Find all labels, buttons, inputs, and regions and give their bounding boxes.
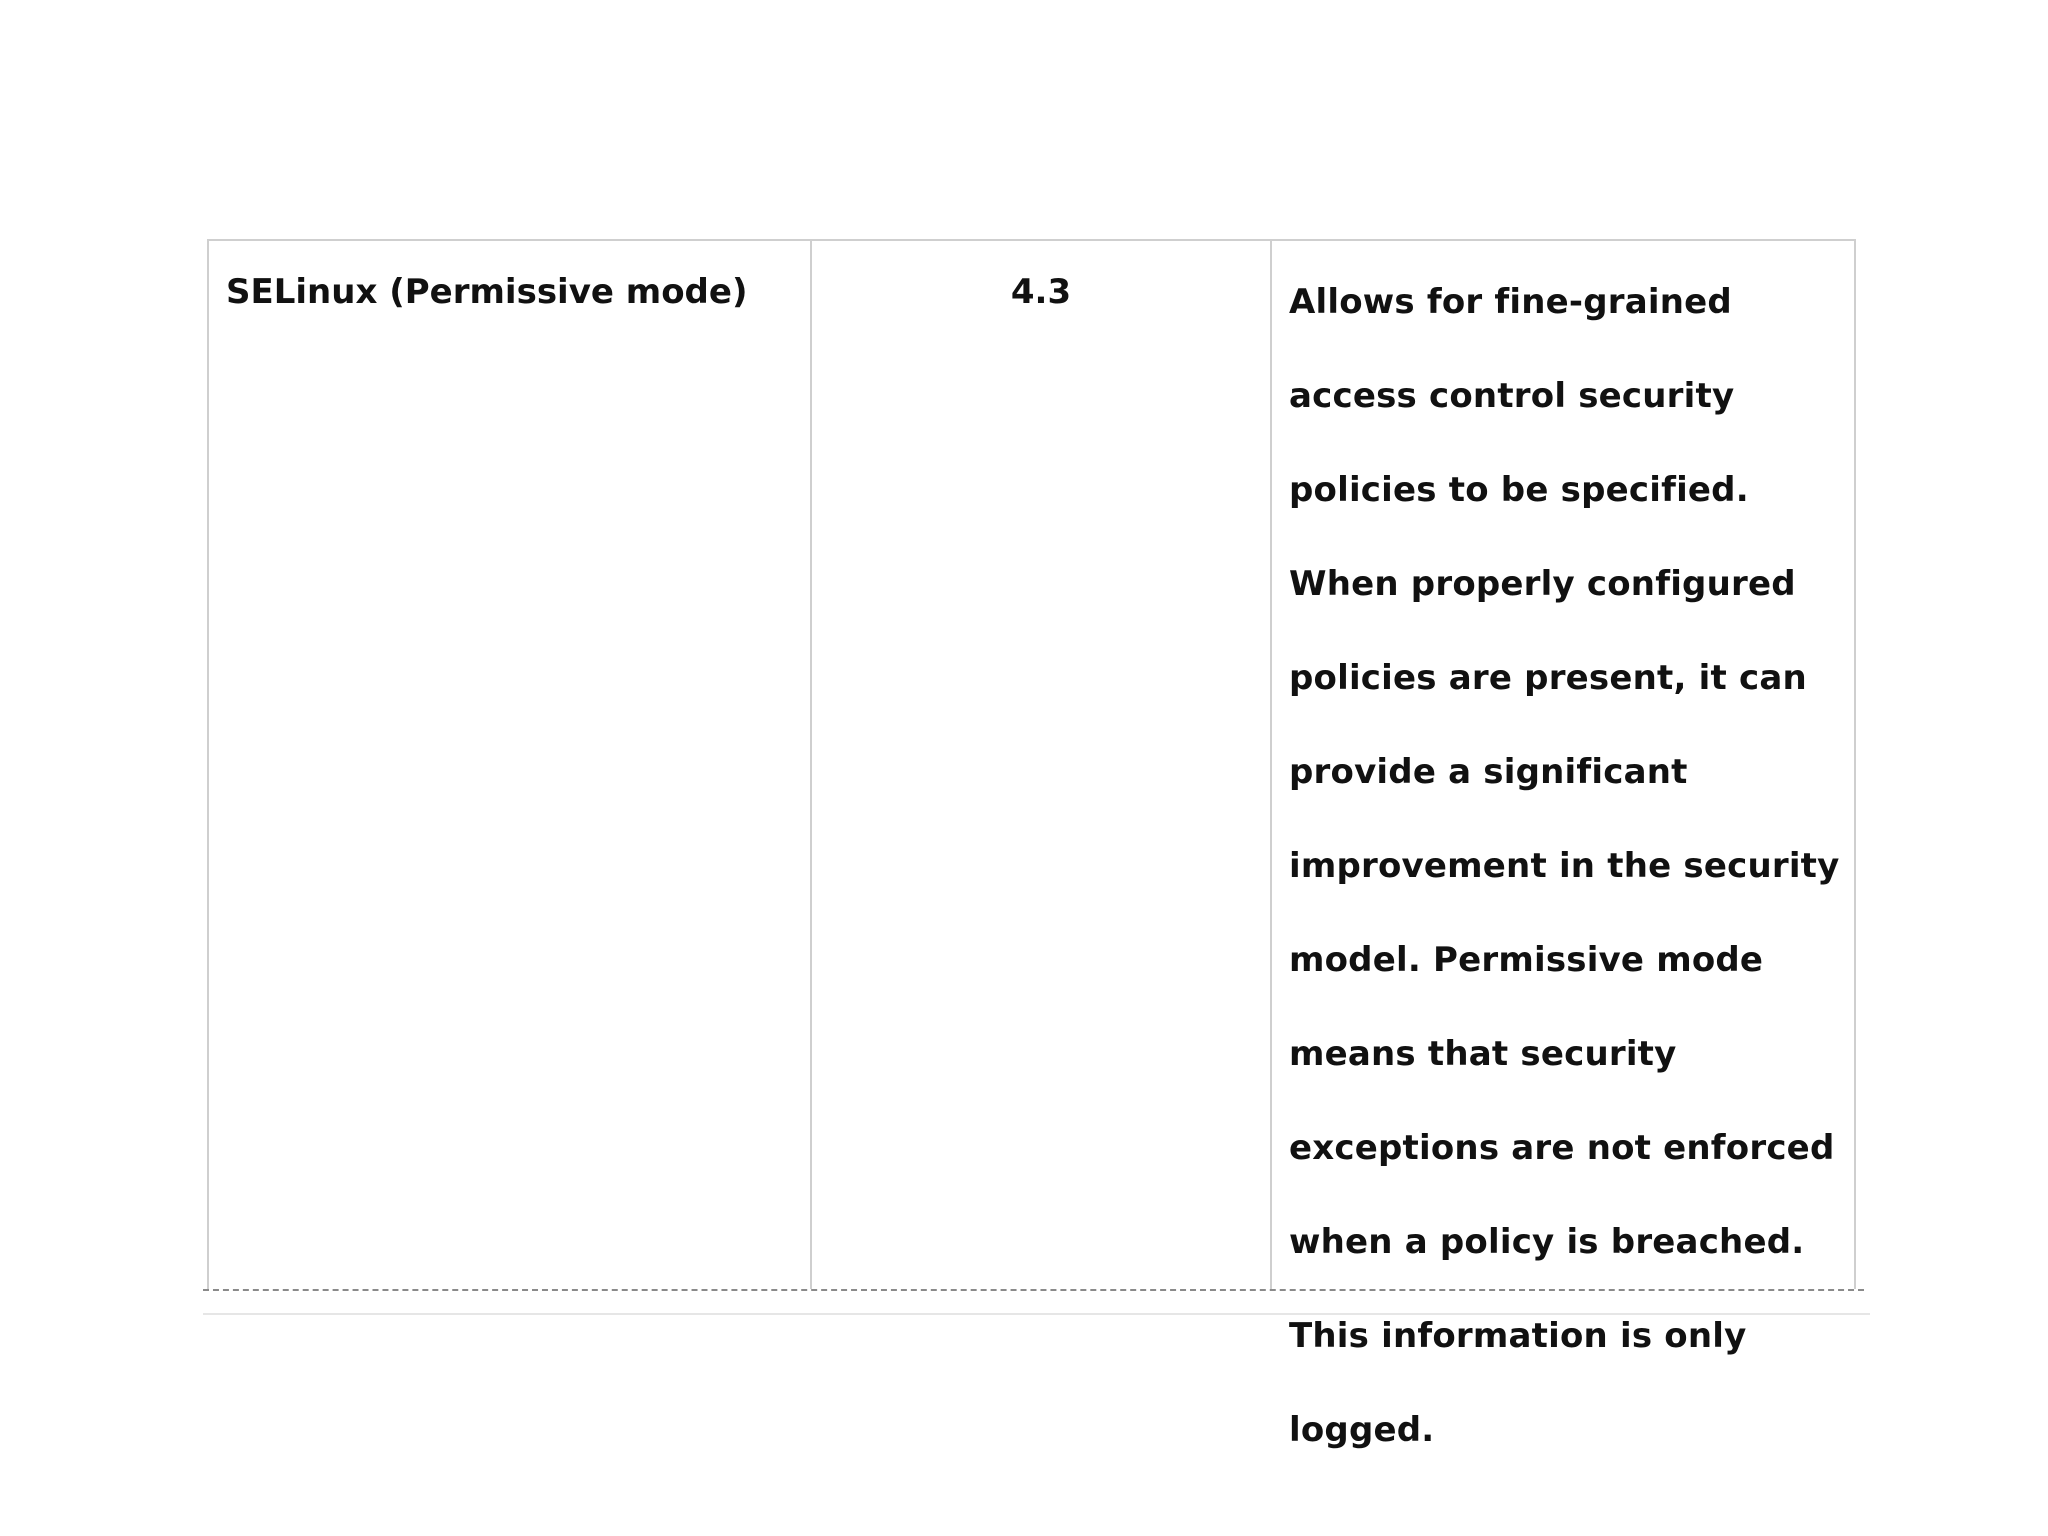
feature-table — [207, 239, 1856, 1450]
feature-name-cell: SELinux (Permissive mode) — [209, 241, 812, 1289]
bottom-rule — [203, 1313, 1870, 1315]
version-cell: 4.3 — [812, 241, 1272, 1289]
description-cell: Allows for fine-grained access control security policies to be specified. When properly configured policies are present, it can provide a significant improvement in the security model. Permissive mode means that security exceptions are not enforced when a policy is breached. This information is only logged. — [1289, 282, 1840, 1450]
dashed-divider — [203, 1289, 1864, 1291]
